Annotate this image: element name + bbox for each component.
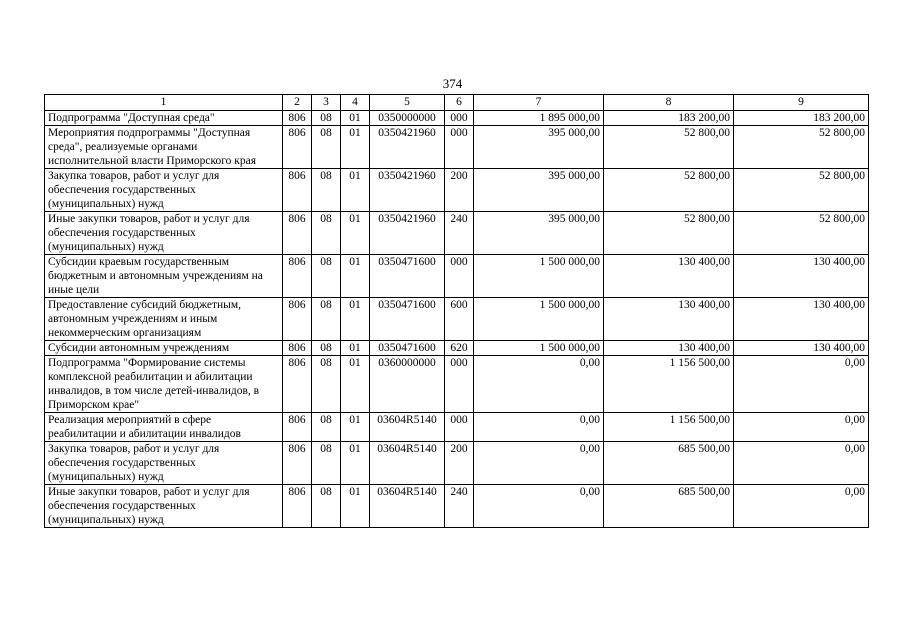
cell-code-2: 806 [283,341,312,356]
cell-code-6: 240 [445,212,474,255]
cell-amount-9: 130 400,00 [734,298,869,341]
cell-code-3: 08 [312,126,341,169]
table-row [45,485,869,528]
cell-code-4: 01 [341,111,370,126]
cell-code-2: 806 [283,442,312,485]
cell-code-6: 200 [445,442,474,485]
cell-amount-9: 130 400,00 [734,255,869,298]
cell-code-3: 08 [312,169,341,212]
cell-code-4: 01 [341,212,370,255]
cell-amount-7: 1 500 000,00 [474,255,604,298]
cell-amount-8: 52 800,00 [604,169,734,212]
cell-code-5: 0350471600 [370,341,445,356]
table-row [45,341,869,356]
cell-code-3: 08 [312,341,341,356]
column-header: 4 [341,95,370,111]
cell-code-5: 03604R5140 [370,485,445,528]
cell-name: Иные закупки товаров, работ и услуг для обеспечения государственных (муниципальных) нужд [45,212,283,255]
table-header-row [45,95,869,111]
cell-code-3: 08 [312,356,341,413]
cell-amount-7: 0,00 [474,485,604,528]
column-header: 3 [312,95,341,111]
table-row [45,356,869,413]
cell-amount-7: 0,00 [474,413,604,442]
cell-code-2: 806 [283,485,312,528]
cell-code-4: 01 [341,356,370,413]
cell-code-4: 01 [341,255,370,298]
cell-name: Закупка товаров, работ и услуг для обеспечения государственных (муниципальных) нужд [45,442,283,485]
cell-code-4: 01 [341,485,370,528]
cell-code-6: 200 [445,169,474,212]
column-header: 9 [734,95,869,111]
cell-code-6: 000 [445,126,474,169]
cell-amount-9: 0,00 [734,442,869,485]
table-row [45,212,869,255]
cell-code-2: 806 [283,413,312,442]
cell-code-2: 806 [283,169,312,212]
column-header: 1 [45,95,283,111]
table-row [45,111,869,126]
cell-name: Закупка товаров, работ и услуг для обеспечения государственных (муниципальных) нужд [45,169,283,212]
cell-code-5: 03604R5140 [370,442,445,485]
cell-code-5: 03604R5140 [370,413,445,442]
page-number: 374 [442,76,463,91]
cell-code-4: 01 [341,169,370,212]
cell-amount-8: 52 800,00 [604,212,734,255]
cell-code-6: 600 [445,298,474,341]
table-row [45,169,869,212]
cell-name: Подпрограмма "Доступная среда" [45,111,283,126]
cell-amount-7: 1 500 000,00 [474,298,604,341]
column-header: 5 [370,95,445,111]
cell-amount-9: 183 200,00 [734,111,869,126]
cell-amount-8: 685 500,00 [604,442,734,485]
cell-amount-8: 52 800,00 [604,126,734,169]
cell-amount-8: 130 400,00 [604,341,734,356]
cell-code-6: 000 [445,111,474,126]
cell-amount-8: 130 400,00 [604,298,734,341]
cell-name: Подпрограмма "Формирование системы комплексной реабилитации и абилитации инвалидов, в том числе детей-инвалидов, в Приморском крае" [45,356,283,413]
table-row [45,126,869,169]
table-row [45,298,869,341]
cell-code-5: 0350471600 [370,298,445,341]
cell-code-5: 0350421960 [370,126,445,169]
cell-amount-8: 183 200,00 [604,111,734,126]
cell-code-5: 0350421960 [370,169,445,212]
column-header: 8 [604,95,734,111]
table-row [45,413,869,442]
cell-code-2: 806 [283,212,312,255]
cell-code-4: 01 [341,413,370,442]
cell-code-2: 806 [283,255,312,298]
cell-code-4: 01 [341,341,370,356]
cell-code-3: 08 [312,111,341,126]
cell-code-6: 000 [445,255,474,298]
cell-amount-8: 130 400,00 [604,255,734,298]
cell-amount-8: 685 500,00 [604,485,734,528]
column-header: 7 [474,95,604,111]
cell-code-2: 806 [283,298,312,341]
cell-code-3: 08 [312,485,341,528]
cell-code-3: 08 [312,298,341,341]
cell-code-2: 806 [283,111,312,126]
cell-amount-9: 0,00 [734,413,869,442]
cell-name: Субсидии автономным учреждениям [45,341,283,356]
cell-code-5: 0350421960 [370,212,445,255]
cell-amount-7: 395 000,00 [474,212,604,255]
cell-code-4: 01 [341,126,370,169]
cell-amount-8: 1 156 500,00 [604,356,734,413]
cell-amount-7: 1 895 000,00 [474,111,604,126]
cell-code-6: 000 [445,356,474,413]
column-header: 2 [283,95,312,111]
cell-code-5: 0350000000 [370,111,445,126]
table-row [45,442,869,485]
cell-code-3: 08 [312,442,341,485]
cell-code-6: 000 [445,413,474,442]
cell-code-5: 0360000000 [370,356,445,413]
cell-amount-9: 0,00 [734,485,869,528]
cell-code-5: 0350471600 [370,255,445,298]
cell-amount-7: 1 500 000,00 [474,341,604,356]
cell-code-4: 01 [341,298,370,341]
cell-name: Предоставление субсидий бюджетным, автономным учреждениям и иным некоммерческим организациям [45,298,283,341]
cell-name: Мероприятия подпрограммы "Доступная среда", реализуемые органами исполнительной власти Приморского края [45,126,283,169]
table-row [45,255,869,298]
cell-amount-9: 52 800,00 [734,212,869,255]
cell-amount-8: 1 156 500,00 [604,413,734,442]
cell-code-3: 08 [312,255,341,298]
cell-amount-9: 52 800,00 [734,126,869,169]
cell-amount-9: 0,00 [734,356,869,413]
cell-amount-9: 130 400,00 [734,341,869,356]
cell-name: Реализация мероприятий в сфере реабилитации и абилитации инвалидов [45,413,283,442]
cell-amount-7: 395 000,00 [474,126,604,169]
cell-code-2: 806 [283,356,312,413]
cell-name: Субсидии краевым государственным бюджетным и автономным учреждениям на иные цели [45,255,283,298]
column-header: 6 [445,95,474,111]
cell-amount-7: 0,00 [474,442,604,485]
cell-name: Иные закупки товаров, работ и услуг для обеспечения государственных (муниципальных) нужд [45,485,283,528]
cell-code-3: 08 [312,413,341,442]
budget-table [44,94,869,528]
cell-code-6: 620 [445,341,474,356]
cell-code-4: 01 [341,442,370,485]
cell-amount-7: 395 000,00 [474,169,604,212]
cell-code-6: 240 [445,485,474,528]
cell-amount-9: 52 800,00 [734,169,869,212]
cell-amount-7: 0,00 [474,356,604,413]
cell-code-2: 806 [283,126,312,169]
cell-code-3: 08 [312,212,341,255]
